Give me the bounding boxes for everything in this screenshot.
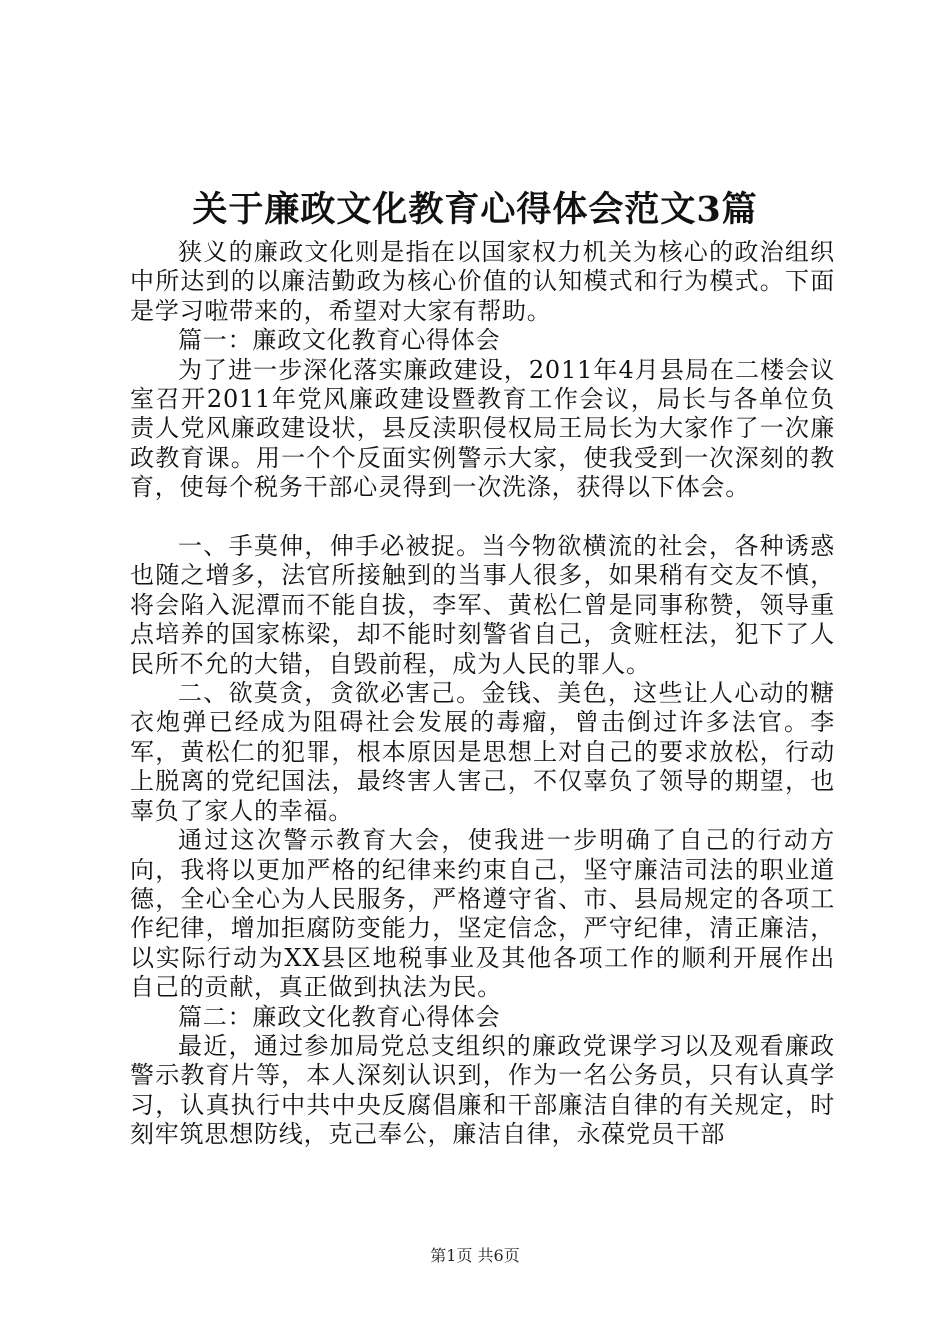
body-paragraph: 通过这次警示教育大会，使我进一步明确了自己的行动方向，我将以更加严格的纪律来约束自己，坚守廉洁司法的职业道德，全心全心为人民服务，严格遵守省、市、县局规定的各项工作纪律，增加拒腐防变能力，坚定信念，严守纪律，清正廉洁，以实际行动为XX县区地税事业及其他各项工作的顺利开展作出自己的贡献，真正做到执法为民。	[130, 826, 835, 1002]
body-paragraph: 为了进一步深化落实廉政建设，2011年4月县局在二楼会议室召开2011年党风廉政建设暨教育工作会议，局长与各单位负责人党风廉政建设状，县反渎职侵权局王局长为大家作了一次廉政教育课。用一个个反面实例警示大家，使我受到一次深刻的教育，使每个税务干部心灵得到一次洗涤，获得以下体会。	[130, 355, 835, 502]
body-paragraph: 一、手莫伸，伸手必被捉。当今物欲横流的社会，各种诱惑也随之增多，法官所接触到的当事人很多，如果稍有交友不慎，将会陷入泥潭而不能自拔，李军、黄松仁曾是同事称赞，领导重点培养的国家栋梁，却不能时刻警省自己，贪赃枉法，犯下了人民所不允的大错，自毁前程，成为人民的罪人。	[130, 532, 835, 678]
section-heading-1: 篇一：廉政文化教育心得体会	[178, 326, 501, 355]
body-paragraph: 最近，通过参加局党总支组织的廉政党课学习以及观看廉政警示教育片等，本人深刻认识到，作为一名公务员，只有认真学习，认真执行中共中央反腐倡廉和干部廉洁自律的有关规定，时刻牢筑思想防线，克己奉公，廉洁自律，永葆党员干部	[130, 1031, 835, 1149]
section-heading-2: 篇二：廉政文化教育心得体会	[178, 1002, 501, 1031]
intro-paragraph: 狭义的廉政文化则是指在以国家权力机关为核心的政治组织中所达到的以廉洁勤政为核心价值的认知模式和行为模式。下面是学习啦带来的，希望对大家有帮助。	[130, 238, 835, 325]
page-footer: 第1页 共6页	[430, 1246, 520, 1265]
document-body	[130, 238, 835, 1150]
document-title: 关于廉政文化教育心得体会范文3篇	[192, 189, 758, 230]
body-paragraph: 二、欲莫贪，贪欲必害己。金钱、美色，这些让人心动的糖衣炮弹已经成为阻碍社会发展的毒瘤，曾击倒过许多法官。李军，黄松仁的犯罪，根本原因是思想上对自己的要求放松，行动上脱离的党纪国法，最终害人害己，不仅辜负了领导的期望，也辜负了家人的幸福。	[130, 679, 835, 825]
